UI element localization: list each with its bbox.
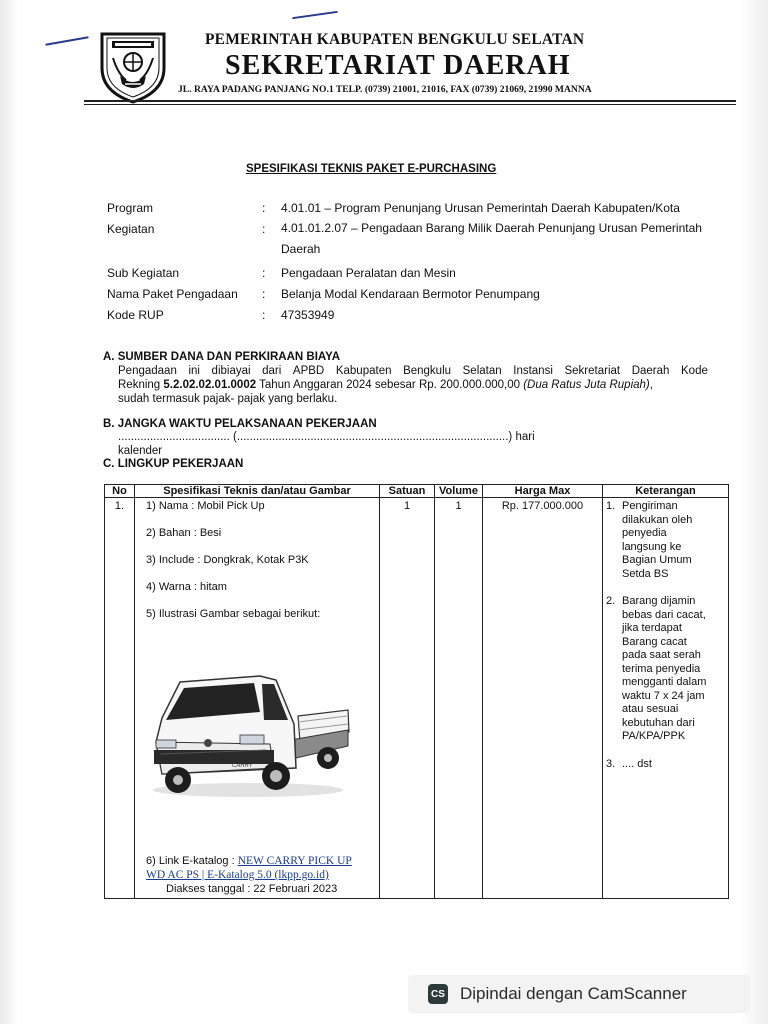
row-satuan: 1 bbox=[380, 498, 435, 899]
info-label: Nama Paket Pengadaan bbox=[107, 287, 238, 301]
info-label: Kegiatan bbox=[107, 222, 155, 236]
section-a-word: dibiayai bbox=[211, 365, 251, 377]
section-a-word: ini bbox=[188, 365, 200, 377]
spec-item-warna: 4) Warna : hitam bbox=[146, 581, 227, 593]
truck-badge-text: CARRY bbox=[232, 763, 253, 769]
row-no: 1. bbox=[105, 498, 135, 899]
letterhead-office: SEKRETARIAT DAERAH bbox=[225, 50, 571, 81]
section-a-line3: sudah termasuk pajak- pajak yang berlaku. bbox=[118, 393, 338, 405]
regional-emblem-icon bbox=[98, 28, 168, 104]
info-row-program bbox=[107, 200, 727, 216]
row-harga: Rp. 177.000.000 bbox=[483, 498, 603, 899]
spec-item-include: 3) Include : Dongkrak, Kotak P3K bbox=[146, 554, 309, 566]
spec-item-bahan: 2) Bahan : Besi bbox=[146, 527, 222, 539]
pen-mark bbox=[45, 36, 89, 46]
section-a-rekening-label: Rekning bbox=[118, 379, 164, 391]
section-a-word: Pengadaan bbox=[118, 365, 177, 377]
list-item bbox=[606, 500, 725, 581]
info-colon: : bbox=[262, 266, 266, 280]
list-item-number: 2. bbox=[606, 595, 616, 607]
info-colon: : bbox=[262, 308, 266, 322]
camscanner-watermark bbox=[408, 975, 750, 1013]
info-label: Sub Kegiatan bbox=[107, 266, 180, 280]
letterhead-divider bbox=[84, 100, 736, 102]
list-item-number: 3. bbox=[606, 757, 616, 770]
letterhead-divider bbox=[84, 104, 736, 105]
section-a-comma: , bbox=[649, 379, 653, 391]
pen-mark bbox=[292, 11, 338, 19]
section-a-word: Daerah bbox=[631, 365, 670, 377]
header-spec: Spesifikasi Teknis dan/atau Gambar bbox=[135, 485, 380, 498]
info-value: 4.01.01 – Program Penunjang Urusan Pemerintah Daerah Kabupaten/Kota bbox=[281, 201, 680, 215]
section-a-word: dari bbox=[262, 365, 282, 377]
header-harga: Harga Max bbox=[483, 485, 603, 498]
pickup-truck-illustration bbox=[148, 672, 353, 800]
list-item bbox=[606, 758, 725, 772]
ekatalog-link[interactable]: NEW CARRY PICK UP bbox=[237, 855, 352, 867]
info-label: Kode RUP bbox=[107, 308, 164, 322]
camscanner-text: Dipindai dengan CamScanner bbox=[460, 984, 687, 1003]
section-a-line2 bbox=[118, 378, 708, 392]
info-value: Pengadaan Peralatan dan Mesin bbox=[281, 266, 456, 280]
section-a-word: Kabupaten bbox=[335, 365, 392, 377]
info-colon: : bbox=[262, 222, 266, 236]
header-volume: Volume bbox=[435, 485, 483, 498]
section-a-heading: A. SUMBER DANA DAN PERKIRAAN BIAYA bbox=[103, 351, 341, 363]
section-a-paragraph bbox=[118, 364, 708, 406]
list-item-text: Barang dijamin bebas dari cacat, jika terdapat Barang cacat pada saat serah terima penyedia mengganti dalam waktu 7 x 24 jam atau sesuai kebutuhan dari PA/KPA/PPK bbox=[622, 595, 707, 742]
info-value: Belanja Modal Kendaraan Bermotor Penumpang bbox=[281, 287, 540, 301]
info-value: 4.01.01.2.07 – Pengadaan Barang Milik Daerah Penunjang Urusan Pemerintah Daerah bbox=[281, 221, 702, 256]
section-a-word: Bengkulu bbox=[403, 365, 452, 377]
section-a-word: APBD bbox=[292, 365, 325, 377]
info-value: 47353949 bbox=[281, 308, 335, 322]
table-row bbox=[105, 498, 729, 899]
ekatalog-link-continued[interactable]: WD AC PS | E-Katalog 5.0 (lkpp.go.id) bbox=[146, 869, 329, 881]
ekatalog-label: 6) Link E-katalog : bbox=[146, 855, 238, 867]
letterhead-government: PEMERINTAH KABUPATEN BENGKULU SELATAN bbox=[205, 31, 585, 48]
list-item-text: .... dst bbox=[622, 757, 652, 770]
section-a-word: Selatan bbox=[462, 365, 502, 377]
spec-item-ilustrasi: 5) Ilustrasi Gambar sebagai berikut: bbox=[146, 608, 321, 620]
header-satuan: Satuan bbox=[380, 485, 435, 498]
section-a-budget: Tahun Anggaran 2024 sebesar Rp. 200.000.000,00 bbox=[256, 379, 524, 391]
info-label: Program bbox=[107, 201, 154, 215]
camscanner-icon: CS bbox=[428, 984, 448, 1004]
info-colon: : bbox=[262, 287, 266, 301]
accessed-date: Diakses tanggal : 22 Februari 2023 bbox=[166, 883, 338, 895]
table-header-row bbox=[105, 485, 729, 498]
header-no: No bbox=[105, 485, 135, 498]
document-title: SPESIFIKASI TEKNIS PAKET E-PURCHASING bbox=[246, 163, 497, 175]
ekatalog-link-line bbox=[146, 855, 352, 867]
info-colon: : bbox=[262, 201, 266, 215]
letterhead-address: JL. RAYA PADANG PANJANG NO.1 TELP. (0739) 21001, 21016, FAX (0739) 21069, 21990 MANNA bbox=[178, 84, 592, 95]
section-a-budget-words: (Dua Ratus Juta Rupiah) bbox=[523, 379, 650, 391]
section-a-line1 bbox=[118, 364, 708, 378]
duration-unit: kalender bbox=[118, 445, 163, 457]
spec-item-nama: 1) Nama : Mobil Pick Up bbox=[146, 500, 265, 512]
keterangan-list bbox=[606, 500, 725, 771]
duration-blank: ................................... (.....................................................................................) hari bbox=[118, 431, 535, 443]
ekatalog-link-line2 bbox=[146, 869, 329, 881]
info-row-kegiatan bbox=[107, 221, 727, 260]
section-a-rekening-code: 5.2.02.02.01.0002 bbox=[163, 379, 257, 391]
section-a-word: Sekretariat bbox=[564, 365, 621, 377]
package-info bbox=[107, 200, 727, 328]
spec-content bbox=[138, 500, 376, 896]
list-item-text: Pengiriman dilakukan oleh penyedia langsung ke Bagian Umum Setda BS bbox=[622, 500, 693, 580]
info-row-kode-rup bbox=[107, 307, 727, 323]
section-b-heading: B. JANGKA WAKTU PELAKSANAAN PEKERJAAN bbox=[103, 418, 377, 430]
list-item bbox=[606, 595, 725, 744]
section-a-word: Instansi bbox=[513, 365, 553, 377]
row-volume: 1 bbox=[435, 498, 483, 899]
header-keterangan: Keterangan bbox=[603, 485, 729, 498]
list-item-number: 1. bbox=[606, 500, 616, 512]
info-row-nama-paket bbox=[107, 286, 727, 302]
row-spec-cell bbox=[135, 498, 380, 899]
section-a-word: Kode bbox=[681, 365, 708, 377]
info-row-sub-kegiatan bbox=[107, 265, 727, 281]
row-keterangan bbox=[603, 498, 729, 899]
scope-table bbox=[104, 484, 729, 899]
section-c-heading: C. LINGKUP PEKERJAAN bbox=[103, 458, 244, 470]
